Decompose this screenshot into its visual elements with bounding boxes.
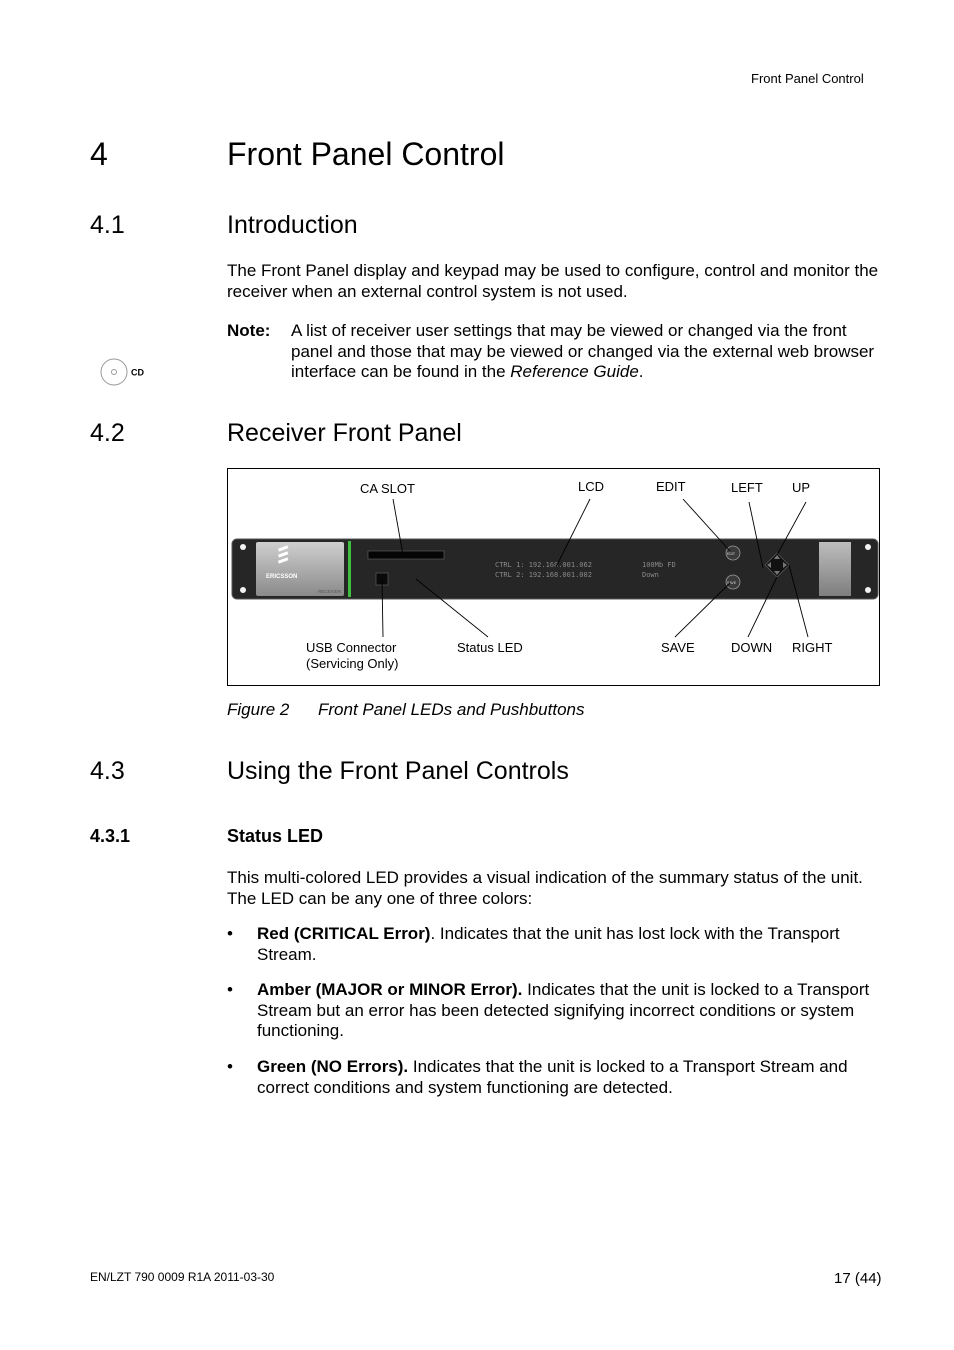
- bullet-icon: •: [227, 1057, 233, 1076]
- caption-number: Figure 2: [227, 700, 290, 719]
- bullet-icon: •: [227, 924, 233, 943]
- rack-hole-right-top: [865, 544, 871, 550]
- bullet-text: Indicates that the unit is locked to a Transport Stream and correct conditions and system functioning are detected.: [257, 1057, 848, 1097]
- status-led: [348, 541, 351, 597]
- chapter-number: 4: [90, 136, 108, 172]
- bullet-bold: Red (CRITICAL Error): [257, 924, 431, 943]
- rack-hole-left-bottom: [240, 587, 246, 593]
- label-right: RIGHT: [792, 640, 833, 655]
- section-4-3-1-title: Status LED: [227, 826, 324, 846]
- edit-button-text: EDIT: [727, 552, 735, 556]
- label-usb-line1: USB Connector: [306, 640, 397, 655]
- ca-slot: [368, 551, 444, 559]
- figure-caption: [227, 700, 585, 720]
- section-4-1-number: 4.1: [90, 211, 125, 239]
- note-text-prefix: A list of receiver user settings that may be viewed or changed via the front panel and those that may be viewed or changed via the external web browser interface can be found in the: [291, 321, 875, 381]
- label-down: DOWN: [731, 640, 773, 655]
- right-panel-block: [819, 542, 851, 596]
- label-status-led: Status LED: [457, 640, 523, 655]
- logo-block: [256, 542, 344, 596]
- note-text: [291, 321, 881, 383]
- bullet-text: . Indicates that the unit has lost lock with the Transport Stream.: [257, 924, 840, 964]
- intro-paragraph: The Front Panel display and keypad may be used to configure, control and monitor the receiver when an external control system is not used.: [227, 261, 879, 301]
- lcd-line-1: CTRL 1: 192.168.001.062: [495, 561, 592, 569]
- rack-hole-right-bottom: [865, 587, 871, 593]
- rack-hole-left-top: [240, 544, 246, 550]
- section-4-2-number: 4.2: [90, 419, 125, 447]
- bullet-bold: Green (NO Errors).: [257, 1057, 409, 1076]
- status-led-paragraph: This multi-colored LED provides a visual indication of the summary status of the unit. The LED can be any one of three colors:: [227, 868, 863, 908]
- receiver-drawing: [228, 469, 879, 685]
- label-save: SAVE: [661, 640, 695, 655]
- cd-label: CD: [131, 367, 144, 378]
- section-4-3-1-number: 4.3.1: [90, 826, 131, 846]
- bullet-icon: •: [227, 980, 233, 999]
- chapter-title: Front Panel Control: [227, 136, 505, 172]
- note-text-suffix: .: [638, 362, 644, 381]
- label-edit: EDIT: [656, 479, 686, 494]
- running-header: Front Panel Control: [751, 71, 864, 86]
- lcd-line-2: CTRL 2: 192.168.001.002: [495, 571, 592, 579]
- reference-guide-ref: Reference Guide: [510, 362, 639, 381]
- model-text: RECEIVER: [318, 589, 342, 594]
- section-4-3-title: Using the Front Panel Controls: [227, 757, 569, 785]
- lcd-right-2: Down: [642, 571, 659, 579]
- lcd-right-1: 100Mb FD: [642, 561, 676, 569]
- section-4-3-number: 4.3: [90, 757, 125, 785]
- label-usb-line2: (Servicing Only): [306, 656, 399, 671]
- section-4-1-title: Introduction: [227, 211, 358, 239]
- brand-text: ERICSSON: [266, 574, 298, 580]
- front-panel-figure: [227, 468, 880, 686]
- label-ca-slot: CA SLOT: [360, 481, 415, 496]
- label-up: UP: [792, 480, 811, 495]
- label-lcd: LCD: [578, 479, 605, 494]
- note-label: Note:: [227, 321, 271, 340]
- cd-icon: [98, 356, 148, 388]
- bullet-bold: Amber (MAJOR or MINOR Error).: [257, 980, 523, 999]
- footer-document-id: EN/LZT 790 0009 R1A 2011-03-30: [90, 1270, 275, 1284]
- label-left: LEFT: [731, 480, 763, 495]
- caption-title: Front Panel LEDs and Pushbuttons: [318, 700, 585, 719]
- section-4-2-title: Receiver Front Panel: [227, 419, 462, 447]
- bullet-text: Indicates that the unit is locked to a Transport Stream but an error has been detected signifying incorrect conditions or system functioning.: [257, 980, 870, 1040]
- footer-page-number: 17 (44): [834, 1270, 882, 1287]
- save-button-text: SAVE: [727, 581, 737, 585]
